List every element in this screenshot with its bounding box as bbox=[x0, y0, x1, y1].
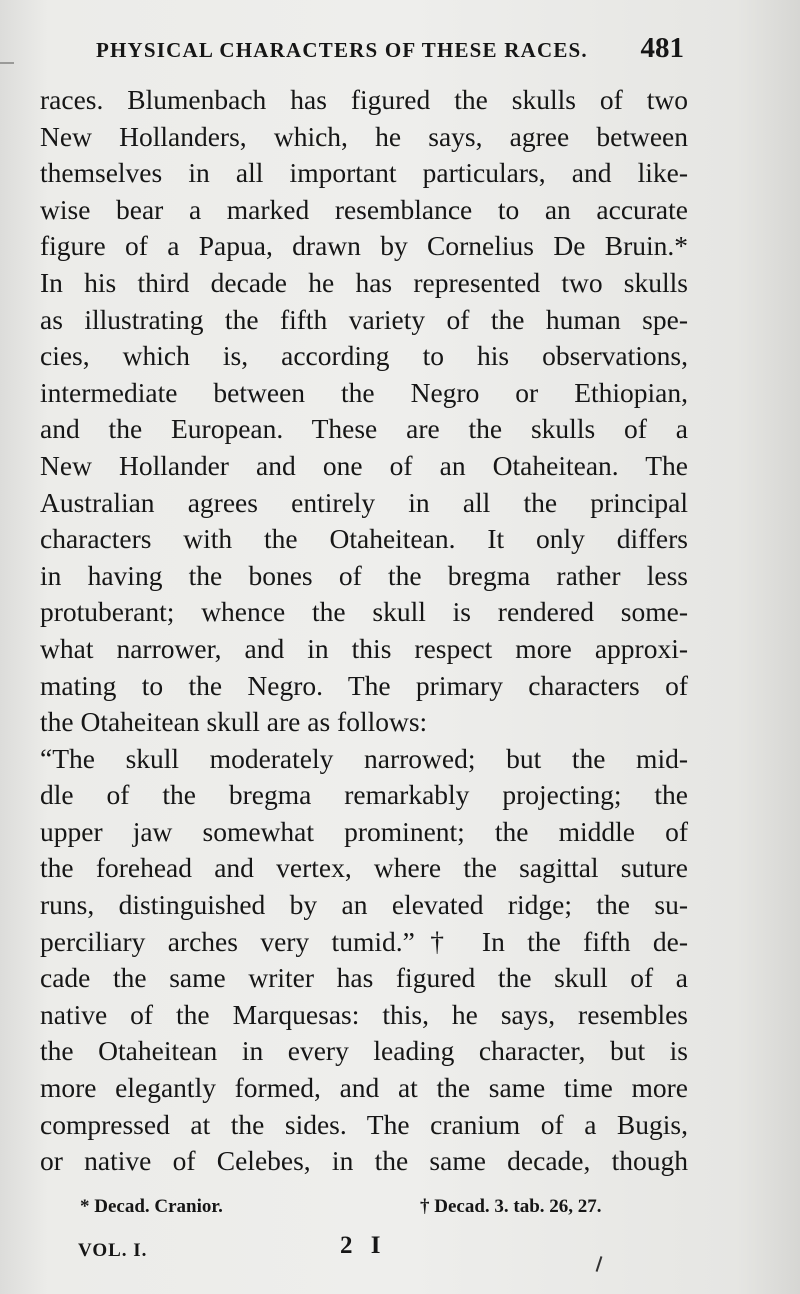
running-title: PHYSICAL CHARACTERS OF THESE RACES. bbox=[96, 38, 588, 62]
page-number: 481 bbox=[640, 32, 684, 64]
text-line: runs, distinguished by an elevated ridge; the su- bbox=[40, 889, 688, 921]
footnote-dagger: † Decad. 3. tab. 26, 27. bbox=[420, 1196, 602, 1217]
text-line: figure of a Papua, drawn by Cornelius De Bruin.* bbox=[40, 230, 688, 262]
text-line: New Hollanders, which, he says, agree between bbox=[40, 120, 688, 152]
text-line: perciliary arches very tumid.”† In the fifth de- bbox=[40, 925, 688, 957]
text-line: native of the Marquesas: this, he says, resembles bbox=[40, 998, 688, 1030]
text-line: characters with the Otaheitean. It only differs bbox=[40, 523, 688, 555]
text-line: as illustrating the fifth variety of the human spe- bbox=[40, 303, 688, 335]
text-line: themselves in all important particulars, and like- bbox=[40, 157, 688, 189]
text-line: what narrower, and in this respect more approxi- bbox=[40, 632, 688, 664]
page-footer bbox=[70, 1232, 630, 1266]
body-text bbox=[40, 82, 688, 1180]
text-line: races. Blumenbach has figured the skulls of two bbox=[40, 84, 688, 115]
volume-label: VOL. I. bbox=[78, 1240, 148, 1261]
text-line: intermediate between the Negro or Ethiopian, bbox=[40, 376, 688, 408]
text-line: the Otaheitean in every leading character, but is bbox=[40, 1035, 688, 1067]
text-line: in having the bones of the bregma rather less bbox=[40, 559, 688, 591]
text-line: cies, which is, according to his observations, bbox=[40, 340, 688, 372]
text-line: upper jaw somewhat prominent; the middle of bbox=[40, 815, 688, 847]
text-line: the forehead and vertex, where the sagittal suture bbox=[40, 852, 688, 884]
text-line: mating to the Negro. The primary characters of bbox=[40, 669, 688, 701]
footnote-star: * Decad. Cranior. bbox=[80, 1196, 223, 1217]
running-head bbox=[96, 34, 688, 74]
text-line: and the European. These are the skulls of a bbox=[40, 413, 688, 445]
text-line: protuberant; whence the skull is rendered some- bbox=[40, 596, 688, 628]
text-line: New Hollander and one of an Otaheitean. The bbox=[40, 449, 688, 481]
text-line: more elegantly formed, and at the same time more bbox=[40, 1072, 688, 1104]
text-line: cade the same writer has figured the skull of a bbox=[40, 962, 688, 994]
text-line: or native of Celebes, in the same decade, though bbox=[40, 1145, 688, 1177]
text-line: Australian agrees entirely in all the principal bbox=[40, 486, 688, 518]
signature-mark: 2 I bbox=[340, 1232, 387, 1259]
footnotes bbox=[80, 1196, 680, 1226]
text-line: compressed at the sides. The cranium of a Bugis, bbox=[40, 1108, 688, 1140]
text-line: “The skull moderately narrowed; but the mid- bbox=[40, 742, 688, 774]
text-line: wise bear a marked resemblance to an accurate bbox=[40, 193, 688, 225]
text-line: In his third decade he has represented two skulls bbox=[40, 266, 688, 298]
text-line: the Otaheitean skull are as follows: bbox=[40, 706, 428, 738]
edge-mark bbox=[0, 62, 14, 64]
text-line: dle of the bregma remarkably projecting; the bbox=[40, 779, 688, 811]
